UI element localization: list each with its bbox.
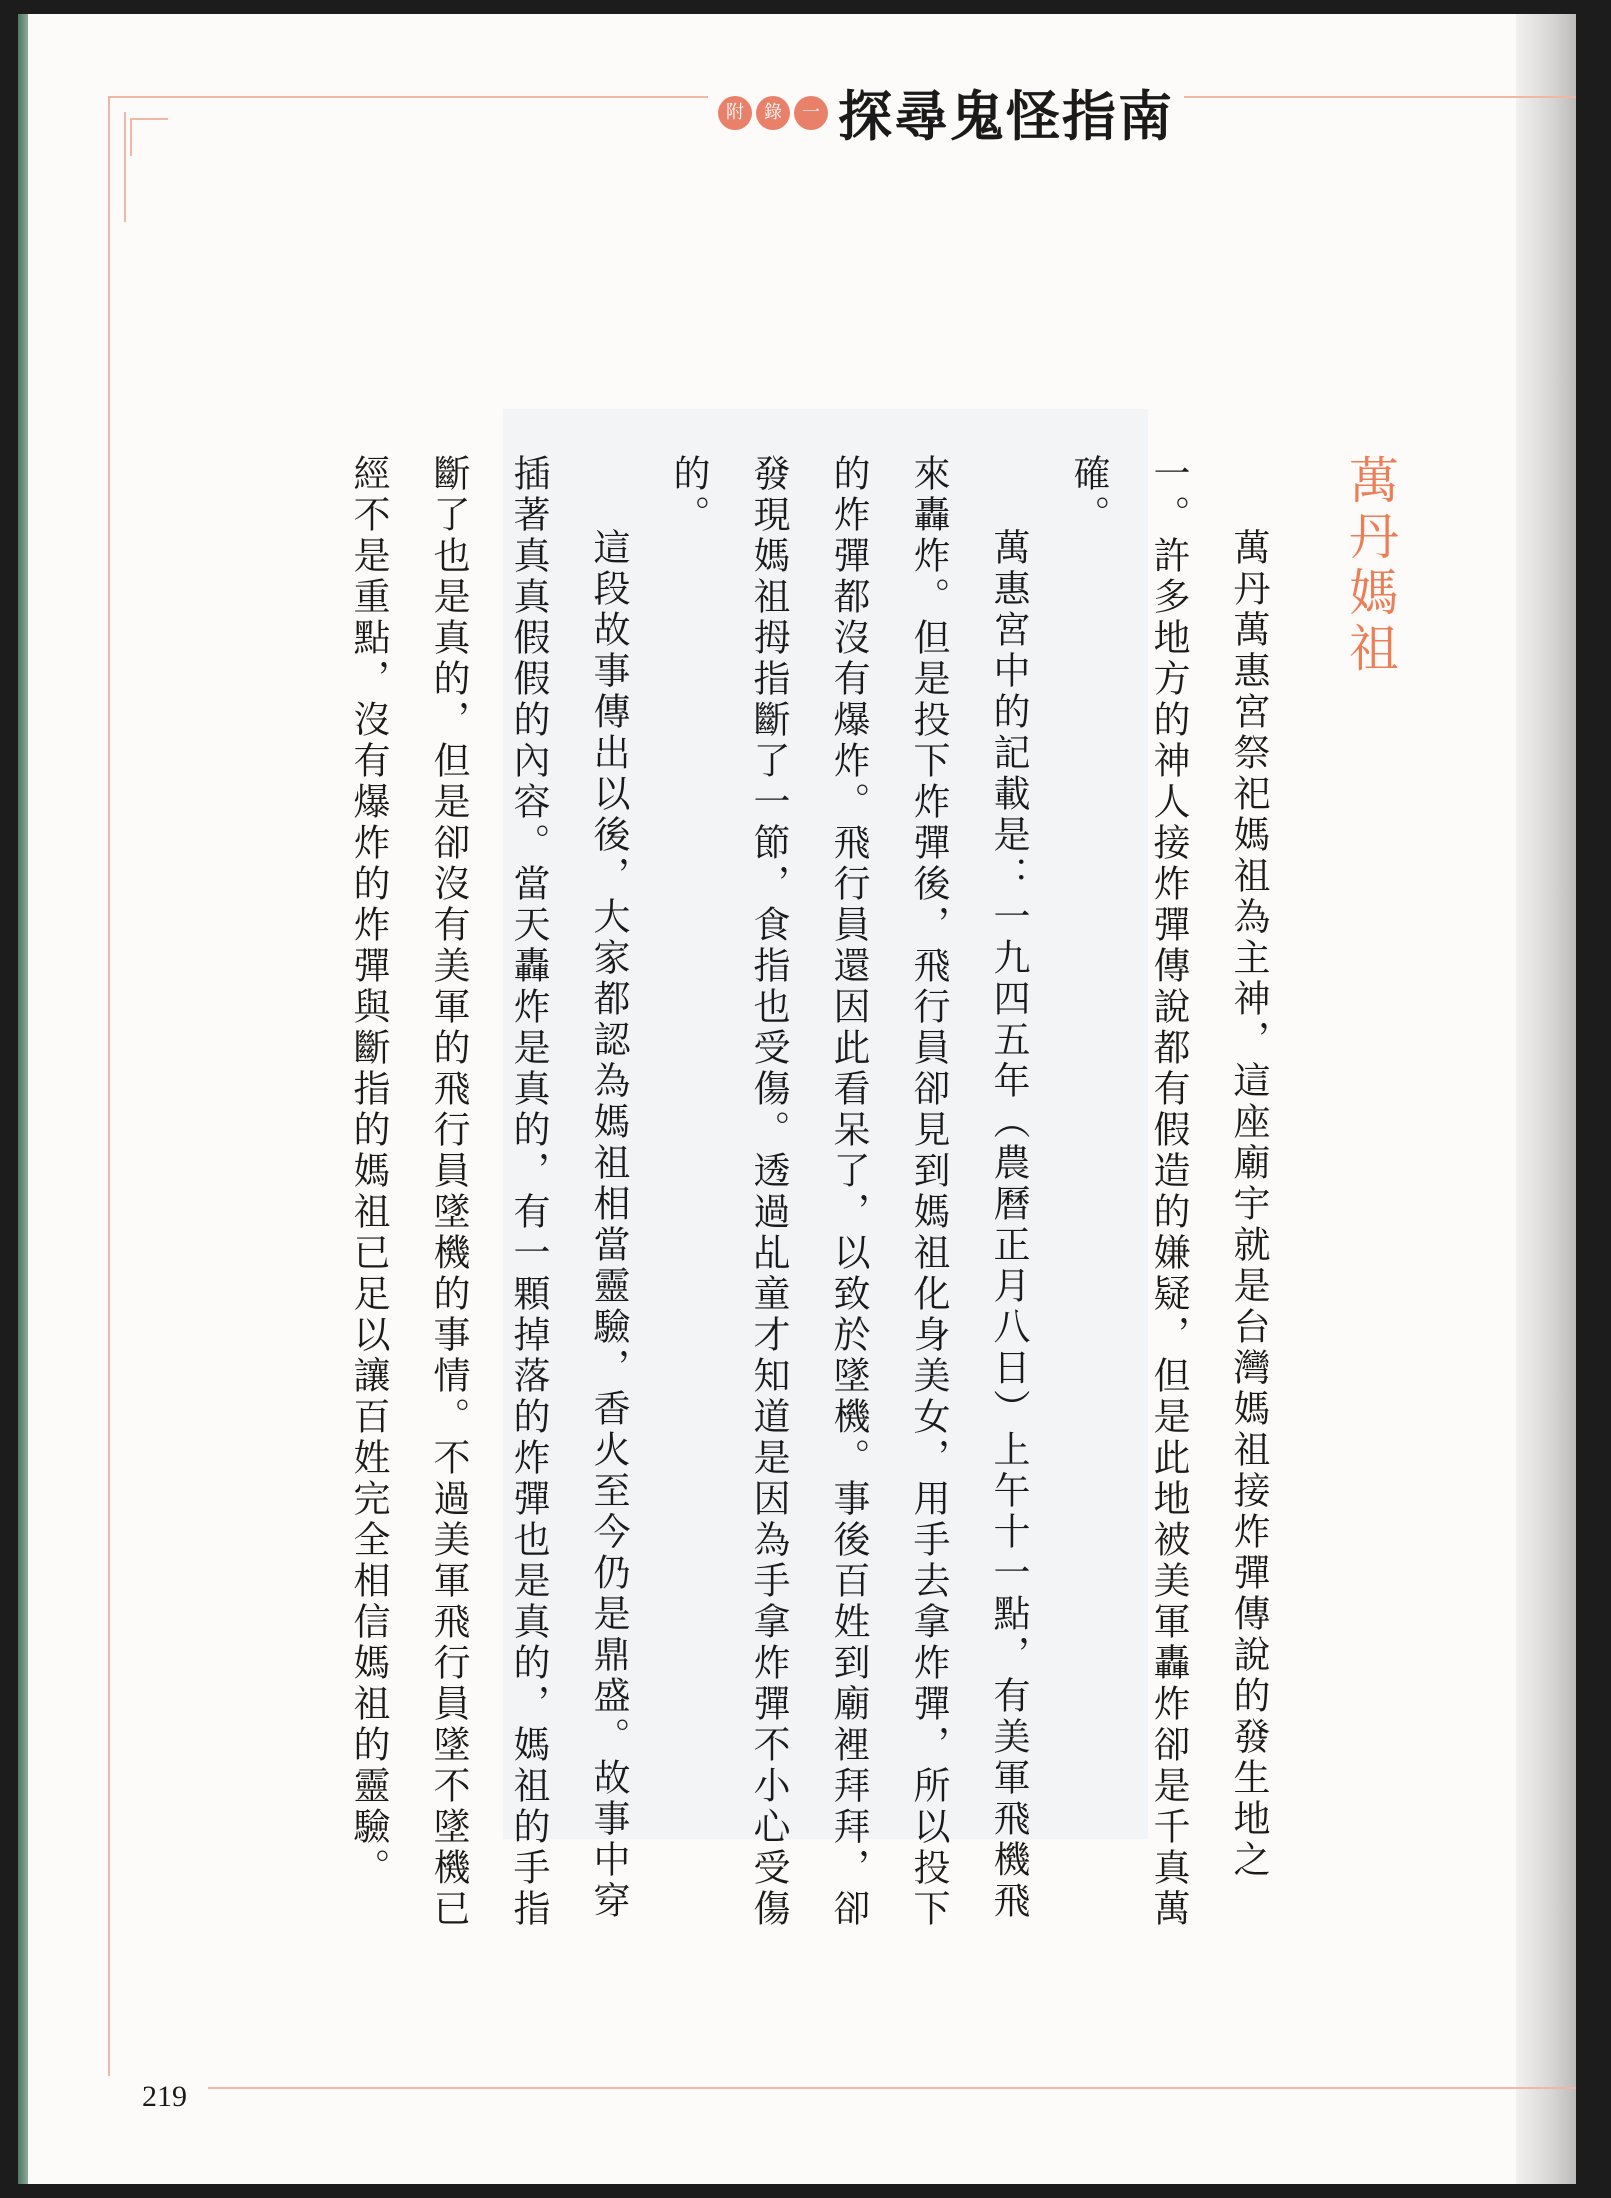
frame-left-line	[108, 96, 110, 2076]
body-text	[328, 454, 1288, 1954]
book-page	[18, 14, 1576, 2184]
frame-bottom-line	[208, 2087, 1576, 2089]
book-spine-edge	[18, 14, 28, 2184]
header-badge-record: 錄	[756, 96, 790, 130]
paragraph-2: 萬惠宮中的記載是：一九四五年（農曆正月八日）上午十一點，有美軍飛機飛來轟炸。但是投下炸彈後，飛行員卻見到媽祖化身美女，用手去拿炸彈，所以投下的炸彈都沒有爆炸。飛行員還因此看呆了，以致於墜機。事後百姓到廟裡拜拜，卻發現媽祖拇指斷了一節，食指也受傷。透過乩童才知道是因為手拿炸彈不小心受傷的。	[667, 454, 1030, 1930]
section-title: 萬丹媽祖	[1341, 454, 1399, 678]
frame-corner-ornament-line	[124, 112, 126, 222]
page-curl-shadow	[1516, 14, 1576, 2184]
paragraph-3: 這段故事傳出以後，大家都認為媽祖相當靈驗，香火至今仍是鼎盛。故事中穿插著真真假假的內容。當天轟炸是真的，有一顆掉落的炸彈也是真的，媽祖的手指斷了也是真的，但是卻沒有美軍的飛行員墜機的事情。不過美軍飛行員墜不墜機已經不是重點，沒有爆炸的炸彈與斷指的媽祖已足以讓百姓完全相信媽祖的靈驗。	[347, 454, 630, 1930]
running-header	[708, 74, 1184, 151]
header-badge-appendix: 附	[718, 96, 752, 130]
page-number: 219	[142, 2080, 187, 2113]
paragraph-1: 萬丹萬惠宮祭祀媽祖為主神，這座廟宇就是台灣媽祖接炸彈傳說的發生地之一。許多地方的神人接炸彈傳說都有假造的嫌疑，但是此地被美軍轟炸卻是千真萬確。	[1067, 454, 1270, 1930]
frame-corner-ornament	[130, 118, 168, 156]
header-badge-number: 一	[794, 96, 828, 130]
header-title: 探尋鬼怪指南	[838, 85, 1174, 148]
